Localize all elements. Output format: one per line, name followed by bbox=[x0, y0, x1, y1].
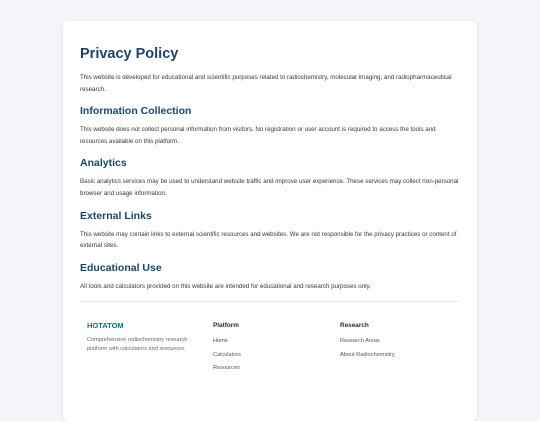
intro-paragraph: This website is developed for educational and scientific purposes related to radiochemistry, molecular imaging, and radiopharmaceutical research. bbox=[80, 74, 452, 93]
footer bbox=[80, 302, 460, 392]
footer-link-research-areas[interactable]: Research Areas bbox=[340, 338, 380, 345]
footer-link-resources[interactable]: Resources bbox=[213, 365, 240, 372]
section-body: This website may contain links to external scientific resources and websites. We are not responsible for the privacy practices or content of external sites. bbox=[80, 230, 457, 250]
page-title: Privacy Policy bbox=[80, 46, 179, 62]
section-educational-use bbox=[80, 261, 460, 293]
brand-logo: HOTATOM bbox=[87, 321, 124, 331]
footer-platform-heading: Platform bbox=[213, 322, 239, 330]
section-body: All tools and calculators provided on this website are intended for educational and research purposes only. bbox=[80, 282, 371, 290]
footer-link-calculators[interactable]: Calculators bbox=[213, 351, 241, 358]
section-heading: External Links bbox=[80, 209, 152, 222]
section-analytics bbox=[80, 156, 460, 199]
section-body: Basic analytics services may be used to understand website traffic and improve user experience. These services may collect non-personal browser and usage information. bbox=[80, 178, 459, 197]
footer-research-heading: Research bbox=[340, 322, 369, 330]
footer-link-about-radiochemistry[interactable]: About Radiochemistry bbox=[340, 351, 395, 358]
section-heading: Information Collection bbox=[80, 105, 192, 118]
section-external-links bbox=[80, 209, 460, 252]
section-body: This website does not collect personal information from visitors. No registration or user account is required to access the tools and resources available on this platform. bbox=[80, 126, 436, 145]
section-heading: Educational Use bbox=[80, 261, 162, 274]
footer-research-column bbox=[340, 321, 395, 364]
brand-description: Comprehensive radiochemistry research platform with calculators and resources. bbox=[87, 337, 188, 353]
footer-link-home[interactable]: Home bbox=[213, 338, 228, 345]
section-information-collection bbox=[80, 104, 460, 147]
footer-brand-column bbox=[87, 321, 199, 354]
section-heading: Analytics bbox=[80, 157, 127, 170]
footer-platform-column bbox=[213, 321, 241, 378]
privacy-policy-card bbox=[63, 21, 477, 421]
